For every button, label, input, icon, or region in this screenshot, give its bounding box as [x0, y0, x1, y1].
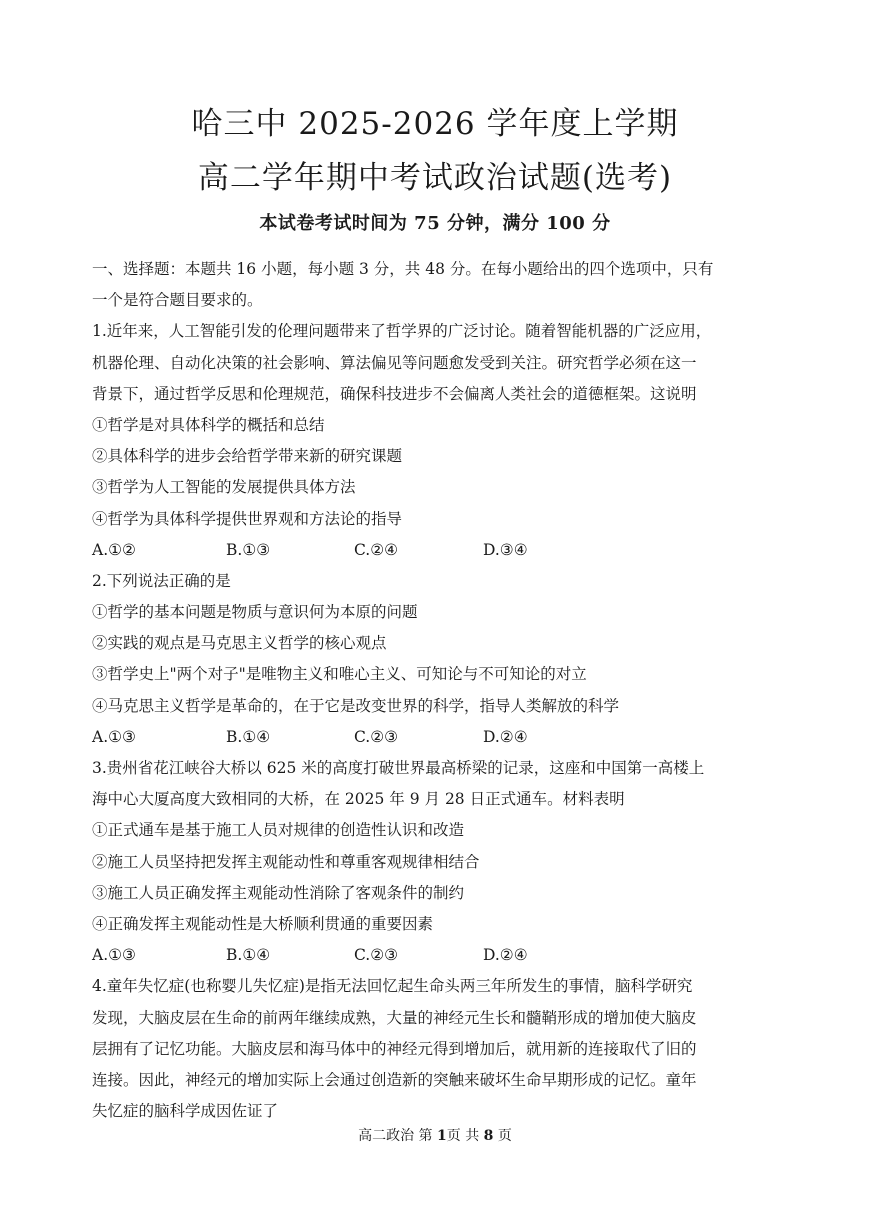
question-stem-line: 背景下，通过哲学反思和伦理规范，确保科技进步不会偏离人类社会的道德框架。这说明 [92, 384, 697, 403]
option-a: A.①② [92, 540, 136, 559]
question-stem-line: 海中心大厦高度大致相同的大桥，在 2025 年 9 月 28 日正式通车。材料表明 [92, 790, 625, 809]
option-b: B.①③ [226, 540, 271, 559]
question-statement: ①正式通车是基于施工人员对规律的创造性认识和改造 [92, 821, 465, 840]
answer-options [92, 722, 782, 753]
question-4 [92, 971, 782, 1127]
option-b: B.①④ [226, 946, 271, 965]
question-statement: ②具体科学的进步会给哲学带来新的研究课题 [92, 447, 403, 466]
question-stem-line: 失忆症的脑科学成因佐证了 [92, 1102, 279, 1121]
question-3 [92, 753, 782, 971]
footer-suffix: 页 [493, 1128, 512, 1144]
option-a: A.①③ [92, 727, 136, 746]
question-statement: ①哲学的基本问题是物质与意识何为本原的问题 [92, 603, 418, 622]
question-statement: ④正确发挥主观能动性是大桥顺利贯通的重要因素 [92, 914, 434, 933]
exam-title-line2: 高二学年期中考试政治试题(选考) [197, 160, 673, 196]
question-statement: ④哲学为具体科学提供世界观和方法论的指导 [92, 509, 403, 528]
question-stem-line: 机器伦理、自动化决策的社会影响、算法偏见等问题愈发受到关注。研究哲学必须在这一 [92, 353, 697, 372]
question-stem-line: 1.近年来，人工智能引发的伦理问题带来了哲学界的广泛讨论。随着智能机器的广泛应用， [92, 322, 712, 341]
question-stem-line: 2.下列说法正确的是 [92, 571, 231, 590]
answer-options [92, 535, 782, 566]
footer-page-current: 1 [437, 1128, 447, 1144]
question-stem-line: 连接。因此，神经元的增加实际上会通过创造新的突触来破坏生命早期形成的记忆。童年 [92, 1070, 697, 1089]
footer-middle: 页 共 [446, 1128, 484, 1144]
option-c: C.②③ [354, 727, 399, 746]
question-stem-line: 发现，大脑皮层在生命的前两年继续成熟，大量的神经元生长和髓鞘形成的增加使大脑皮 [92, 1008, 697, 1027]
page-footer [0, 1126, 870, 1146]
question-statement: ③哲学为人工智能的发展提供具体方法 [92, 478, 356, 497]
question-stem-line: 3.贵州省花江峡谷大桥以 625 米的高度打破世界最高桥梁的记录，这座和中国第一高楼上 [92, 759, 705, 777]
option-c: C.②④ [354, 540, 399, 559]
option-d: D.②④ [483, 946, 528, 965]
section-intro-line: 一个是符合题目要求的。 [92, 291, 263, 310]
exam-title-line1: 哈三中 2025-2026 学年度上学期 [191, 106, 679, 142]
option-d: D.②④ [483, 727, 528, 746]
footer-page-total: 8 [483, 1128, 494, 1144]
question-2 [92, 566, 782, 753]
footer-prefix: 高二政治 第 [358, 1128, 438, 1144]
option-d: D.③④ [483, 540, 528, 559]
question-statement: ②施工人员坚持把发挥主观能动性和尊重客观规律相结合 [92, 852, 480, 871]
question-stem-line: 层拥有了记忆功能。大脑皮层和海马体中的神经元得到增加后，就用新的连接取代了旧的 [92, 1039, 697, 1058]
question-statement: ④马克思主义哲学是革命的，在于它是改变世界的科学，指导人类解放的科学 [92, 696, 620, 715]
question-1 [92, 316, 782, 566]
option-b: B.①④ [226, 727, 271, 746]
section-intro-line: 一、选择题：本题共 16 小题，每小题 3 分，共 48 分。在每小题给出的四个选项中，只有 [92, 260, 714, 278]
option-a: A.①③ [92, 946, 136, 965]
option-c: C.②③ [354, 946, 399, 965]
question-statement: ①哲学是对具体科学的概括和总结 [92, 415, 325, 434]
question-stem-line: 4.童年失忆症(也称婴儿失忆症)是指无法回忆起生命头两三年所发生的事情，脑科学研究 [92, 977, 693, 996]
answer-options [92, 940, 782, 971]
exam-content [92, 254, 782, 1127]
question-statement: ③施工人员正确发挥主观能动性消除了客观条件的制约 [92, 883, 465, 902]
question-statement: ③哲学史上"两个对子"是唯物主义和唯心主义、可知论与不可知论的对立 [92, 665, 587, 684]
exam-subtitle: 本试卷考试时间为 75 分钟，满分 100 分 [259, 213, 611, 234]
question-statement: ②实践的观点是马克思主义哲学的核心观点 [92, 634, 387, 653]
